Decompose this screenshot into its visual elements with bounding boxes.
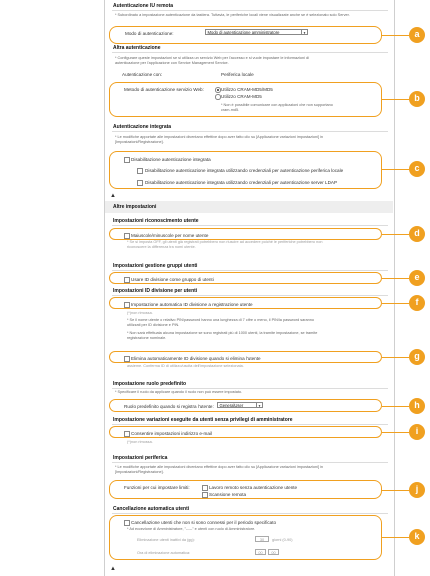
web-auth-method-label: Metodo di autenticazione servizio Web:	[124, 87, 204, 92]
divider	[112, 270, 388, 271]
auto-delete-note: * Ad eccezione di Amministratore, "-----" e utenti con ruolo di Amministratore.	[127, 527, 256, 531]
divider	[112, 424, 388, 425]
callout-line-h	[382, 406, 409, 407]
user-changes-note: (*)non rimossa.	[127, 440, 153, 444]
label-division-as-group: Usare ID divisione come gruppo di utenti	[131, 276, 214, 282]
auto-delete-time-label: Ora di eliminazione automatica:	[137, 551, 191, 555]
auth-with-value: Periferica locale	[221, 72, 254, 77]
radio-label-cram-md5: Utilizzo CRAM-MD5	[221, 93, 262, 99]
label-disable-integrated-local: Disabilitazione autenticazione integrata utilizzando credenziali per autenticazione periferica locale	[145, 167, 344, 173]
label-disable-integrated-ldap: Disabilitazione autenticazione integrata utilizzando credenziali per autenticazione server LDAP	[145, 179, 338, 185]
divider	[112, 131, 388, 132]
callout-line-e	[382, 278, 409, 279]
auto-delete-hour-input[interactable]: 00	[255, 549, 266, 555]
callout-line-j	[382, 490, 409, 491]
callout-badge-k: k	[409, 529, 425, 545]
callout-line-k	[382, 537, 409, 538]
callout-box-g	[109, 351, 382, 363]
label-disable-integrated: Disabilitazione autenticazione integrata	[131, 156, 211, 162]
section-title-remote-auth: Autenticazione IU remota	[113, 3, 174, 9]
radio-label-cram-md5-md5: Utilizzo CRAM-MD5/MD5	[221, 86, 273, 92]
auto-delete-minute-input[interactable]: 00	[268, 549, 279, 555]
callout-line-b	[382, 99, 409, 100]
radio-note-2: cram-md5.	[221, 108, 240, 112]
callout-box-i	[109, 426, 382, 438]
label-username-case: Maiuscole/minuscole per nome utente	[131, 232, 209, 238]
callout-box-a	[109, 26, 382, 44]
callout-box-e	[109, 272, 382, 284]
division-note-4: * Non sarà effettuata alcuna impostazione se sono registrati più di 1000 utenti, la tramite impostazione, se tramite	[127, 331, 318, 335]
callout-badge-b: b	[409, 91, 425, 107]
inactive-days-unit: giorni (0-90)	[272, 538, 293, 542]
section-title-peripheral: Impostazioni periferica	[113, 455, 168, 461]
callout-badge-i: i	[409, 424, 425, 440]
label-remote-job-no-auth: Lavoro remoto senza autenticazione utente	[209, 484, 298, 490]
auth-mode-value: Modo di autenticazione amministratore	[207, 30, 280, 35]
callout-line-c	[382, 169, 409, 170]
auth-mode-label: Modo di autenticazione:	[125, 31, 174, 36]
collapse-arrow-icon[interactable]: ▲	[110, 566, 116, 572]
chevron-down-icon: ▾	[256, 403, 262, 407]
callout-badge-e: e	[409, 270, 425, 286]
label-auto-delete-inactive: Cancellazione utenti che non si sono connessi per il periodo specificato	[131, 519, 277, 525]
section-title-integrated-auth: Autenticazione integrata	[113, 124, 172, 130]
auth-with-label: Autenticazione con:	[122, 72, 163, 77]
divider	[112, 388, 388, 389]
callout-badge-c: c	[409, 161, 425, 177]
callout-badge-g: g	[409, 349, 425, 365]
callout-badge-f: f	[409, 295, 425, 311]
label-auto-delete-division: Elimina automaticamente ID divisione quando si elimina l'utente	[131, 355, 261, 361]
callout-box-j	[109, 480, 382, 499]
section-title-default-role: Impostazione ruolo predefinito	[113, 381, 187, 387]
default-role-value: GeneralUser	[219, 403, 244, 408]
callout-line-f	[382, 303, 409, 304]
collapse-arrow-icon[interactable]: ▲	[110, 193, 116, 199]
remote-auth-note: * Subordinato a impostazione autenticazione da tastiera. Tuttavia, le periferiche locali viene visualizzate anche se è selezionato solo Server.	[115, 13, 350, 17]
callout-box-b	[109, 82, 382, 117]
other-auth-note-2: autenticazione per l'applicazione con Service Management Service.	[115, 61, 229, 65]
peripheral-note-1: * Le modifiche apportate alle impostazioni diventano effettive dopo aver fatto clic su [Applicazione variazioni impostazioni] in	[115, 465, 324, 469]
callout-badge-a: a	[409, 27, 425, 43]
peripheral-note-2: [Impostazioni/Registrazione].	[115, 470, 164, 474]
label-remote-scan: Scansione remota	[209, 491, 247, 497]
division-note-6: assieme. Conferma ID di utilizzo/uscita dell'impostazione selezionata.	[127, 364, 244, 368]
section-title-other-settings: Altre impostazioni	[113, 204, 157, 210]
section-title-user-groups: Impostazioni gestione gruppi utenti	[113, 263, 198, 269]
division-note-3: utilizzati per ID divisione e PIN.	[127, 323, 180, 327]
section-title-username-recognition: Impostazioni riconoscimento utente	[113, 218, 199, 224]
peripheral-limits-label: Funzioni per cui impostare limiti:	[124, 485, 190, 490]
callout-badge-d: d	[409, 226, 425, 242]
divider	[112, 513, 388, 514]
callout-box-k	[109, 515, 382, 560]
callout-line-a	[382, 35, 409, 36]
username-note-2: riconoscere la differenza tra nomi utente.	[127, 245, 196, 249]
section-title-user-changes: Impostazione variazioni eseguite da utenti senza privilegi di amministratore	[113, 417, 293, 423]
section-title-auto-delete-users: Cancellazione automatica utenti	[113, 506, 190, 512]
callout-box-c	[109, 151, 382, 189]
radio-note-1: * Non è possibile comunicare con applicazioni che non supportano	[221, 103, 333, 107]
divider	[112, 225, 388, 226]
callout-box-d	[109, 228, 382, 240]
inactive-days-input[interactable]: 30	[255, 536, 269, 542]
integrated-note-2: [Impostazioni/Registrazione].	[115, 140, 164, 144]
callout-box-f	[109, 297, 382, 309]
division-note-5: registrazione nominale.	[127, 336, 167, 340]
callout-line-d	[382, 234, 409, 235]
divider	[112, 52, 388, 53]
callout-badge-h: h	[409, 398, 425, 414]
callout-badge-j: j	[409, 482, 425, 498]
username-note-1: * Se si imposta OFF, gli utenti già registrati potrebbero non riuscire ad accedere poiché le periferiche potrebbero non	[127, 240, 323, 244]
division-note-2: * Se il nome utente o relativo PIN/password hanno una lunghezza di 7 cifre o meno, il PIN/la password saranno	[127, 318, 314, 322]
label-allow-email-settings: Consentire impostazioni indirizzo e-mail	[131, 430, 212, 436]
label-auto-division-id: Impostazione automatica ID divisione a registrazione utente	[131, 301, 253, 307]
chevron-down-icon: ▾	[301, 30, 307, 34]
section-title-division-id: Impostazioni ID divisione per utenti	[113, 288, 198, 294]
divider	[112, 295, 388, 296]
inactive-days-label: Eliminazione utenti inattivi da (gg):	[137, 538, 195, 542]
callout-line-g	[382, 357, 409, 358]
division-note-1: (*)non rimossa.	[127, 311, 153, 315]
default-role-note: * Specificare il ruolo da applicare quando il ruolo non può essere impostato.	[115, 390, 243, 394]
divider	[112, 10, 388, 11]
divider	[112, 462, 388, 463]
other-auth-note-1: * Configurare queste impostazioni se si utilizza un servizio Web per l'accesso e si vuole impostare le informazioni di	[115, 56, 309, 60]
callout-line-i	[382, 432, 409, 433]
integrated-note-1: * Le modifiche apportate alle impostazioni diventano effettive dopo aver fatto clic su [Applicazione variazioni impostazioni] in	[115, 135, 324, 139]
section-title-other-auth: Altra autenticazione	[113, 45, 161, 51]
callout-box-h	[109, 399, 382, 412]
default-role-label: Ruolo predefinito quando si registra l'utente:	[124, 404, 214, 409]
